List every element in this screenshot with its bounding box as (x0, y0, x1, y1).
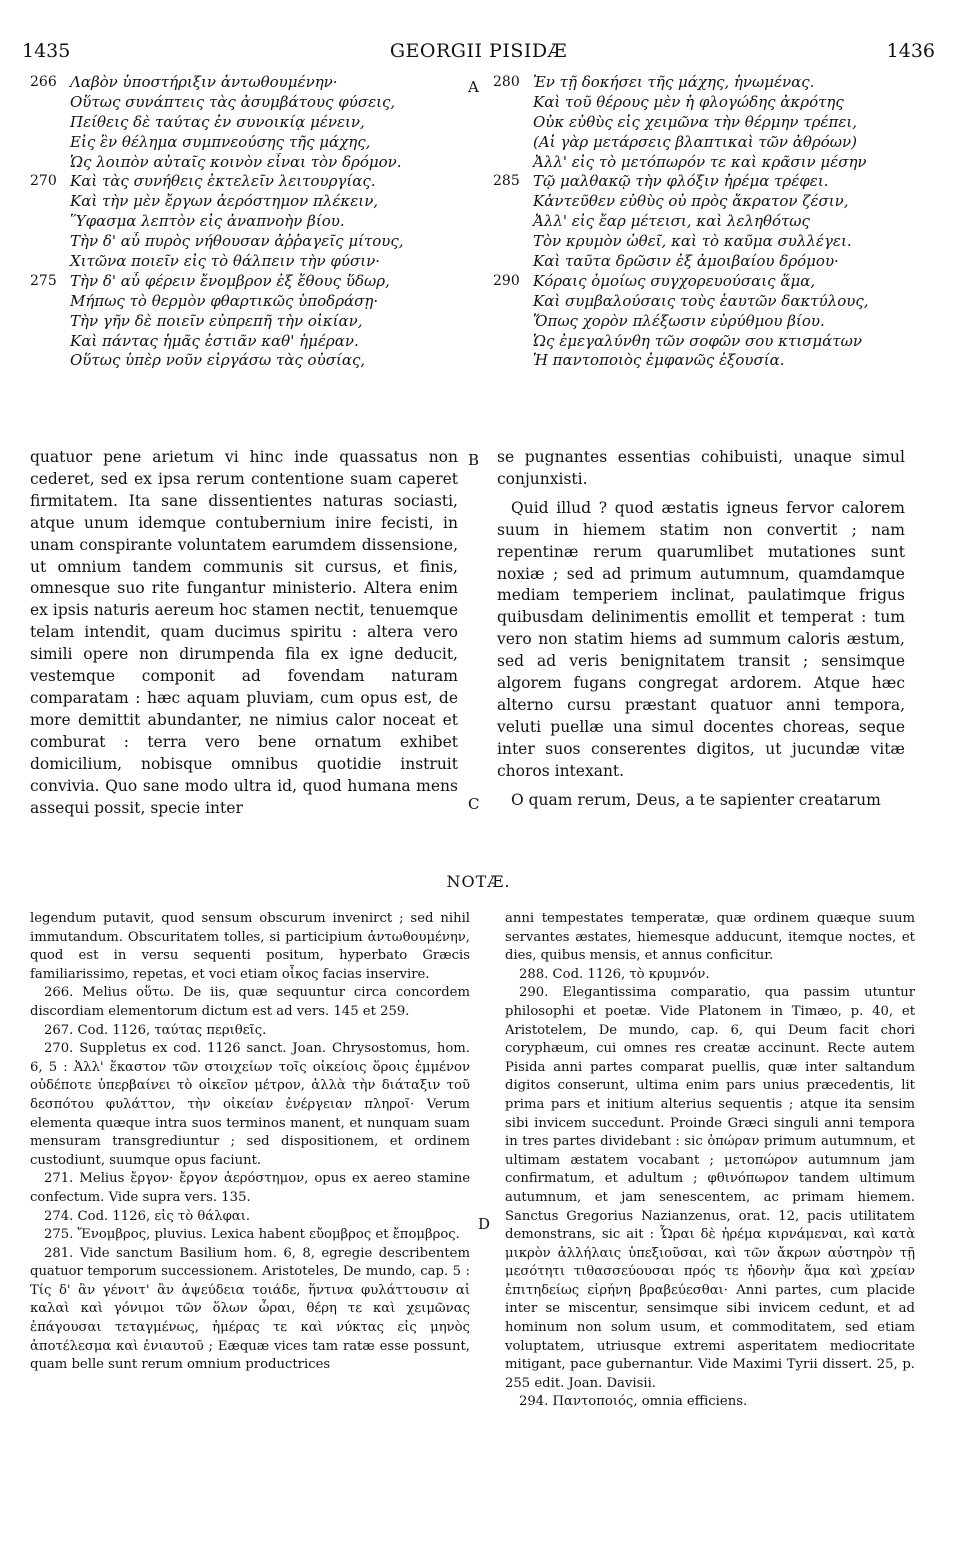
right-column-number: 1436 (886, 40, 935, 62)
verse-text: Ὅπως χορὸν πλέξωσιν εὐρύθμου βίου. (533, 311, 825, 330)
verse-line (493, 73, 933, 93)
verse-text: Τὸν κρυμὸν ὠθεῖ, καὶ τὸ καῦμα συλλέγει. (533, 232, 852, 251)
verse-text: Οὕτως ὑπὲρ νοῦν εἰργάσω τὰς οὐσίας, (70, 351, 366, 370)
note-paragraph: 266. Melius οὕτω. De iis, quæ sequuntur circa concordem discordiam elementorum dictum est ad vers. 145 et 259. (30, 985, 470, 1019)
verse-line (30, 332, 450, 352)
verse-text: Ὕφασμα λεπτὸν εἰς ἀναπνοὴν βίου. (70, 212, 345, 231)
verse-text: Μήπως τὸ θερμὸν φθαρτικῶς ὑποδράσῃ· (70, 291, 379, 310)
verse-line (30, 192, 450, 212)
latin-translation-right (497, 447, 905, 812)
verse-text: Κόραις ὁμοίως συγχορευούσαις ἅμα, (533, 271, 816, 290)
section-marker-c: C (468, 795, 480, 813)
note-paragraph: 281. Vide sanctum Basilium hom. 6, 8, egregie describentem quatuor temporum successionem. Aristoteles, De mundo, cap. 5 : Τίς δ' ἂν γένοιτ' ἂν ἀψεύδεια τοιάδε, ἥντινα φυλάττουσιν αἱ καλαὶ καὶ γόνιμοι τῶν ὅλων ὧραι, θέρη τε καὶ χειμῶνας ἐπάγουσαι τεταγμένως, ἡμέρας τε καὶ νύκτας εἰς μηνὸς ἀποτέλεσμα καὶ ἐνιαυτοῦ ; Eæquæ vices tam ratæ esse possunt, quam belle sunt rerum omnium productrices (30, 1245, 470, 1373)
verse-text: Τῷ μαλθακῷ τὴν φλόξιν ἠρέμα τρέφει. (533, 172, 829, 191)
verse-text: (Αἱ γὰρ μετάρσεις βλαπτικαὶ τῶν ἀθρόων) (533, 132, 857, 151)
verse-line (493, 153, 933, 173)
section-marker-d: D (478, 1215, 491, 1233)
latin-translation-left (30, 447, 458, 819)
verse-line (30, 212, 450, 232)
verse-line (493, 312, 933, 332)
note-paragraph: 288. Cod. 1126, τὸ κρυμνόν. (519, 966, 710, 982)
verse-line (30, 133, 450, 153)
verse-number: 270 (30, 173, 57, 190)
verse-number: 280 (493, 74, 520, 90)
note-paragraph: 267. Cod. 1126, ταύτας περιθεῖς. (44, 1022, 267, 1038)
verse-text: Οὐκ εὐθὺς εἰς χειμῶνα τὴν θέρμην τρέπει, (533, 112, 858, 131)
latin-paragraph: Quid illud ? quod æstatis igneus fervor calorem suum in hiemem statim non convertit ; nam repentinæ rerum quarumlibet mutationes sunt noxiæ ; sed ad primum autumnum, quamdamque mediam temperiem inclinat, paulatimque frigus quibusdam delinimentis emollit et temperat : tum vero non statim hiems ad summum caloris æstum, sed ad veris benignitatem transit ; sensimque algorem fugans congregat ardorem. Atque hæc alterno cursu præstant quatuor anni tempora, veluti puellæ una simul docentes choreas, seque inter suos conserentes digitos, ut jucundæ vitæ choros intexant. (497, 498, 905, 780)
verse-line (30, 73, 450, 93)
section-marker-b: B (468, 451, 480, 469)
note-paragraph: anni tempestates temperatæ, quæ ordinem quæque suum servantes æstates, hiemesque adducunt, itemque noctes, et dies, quibus mensis, et annus conficitur. (505, 911, 915, 964)
verse-line (30, 232, 450, 252)
verse-text: Ἀλλ' εἰς τὸ μετόπωρόν τε καὶ κρᾶσιν μέσην (533, 152, 867, 171)
latin-paragraph: se pugnantes essentias cohibuisti, unaque simul conjunxisti. (497, 448, 905, 488)
verse-text: Εἰς ἓν θέλημα συμπνεούσης τῆς μάχης, (70, 132, 371, 151)
verse-line (30, 351, 450, 371)
verse-text: Καὶ τὴν μὲν ἔργων ἀερόστημον πλέκειν, (70, 192, 379, 211)
verse-line (30, 113, 450, 133)
verse-text: Ἡ παντοποιὸς ἐμφανῶς ἐξουσία. (533, 351, 785, 370)
verse-number: 266 (30, 74, 57, 90)
verse-text: Ὡς ἐμεγαλύνθη τῶν σοφῶν σου κτισμάτων (533, 331, 862, 350)
verse-line (30, 292, 450, 312)
latin-paragraph: quatuor pene arietum vi hinc inde quassatus non cederet, sed ex ipsa rerum contentione suam caperet firmitatem. Ita sane dissentientes naturas sociasti, atque unum idemque contubernium inire fecisti, in unam conspirante voluntatem earumdem dissensione, ut omnium tandem communis sit cursus, et finis, omnesque suo rite fungantur ministerio. Altera enim ex ipsis naturis aereum hoc stamen nectit, tenuemque telam intendit, quam ducimus spiritu : altera vero simili opere non dirumpenda fila ex igne deducit, vestemque componit ad fovendam naturam comparatam : hæc aquam pluviam, cum opus est, de more demittit abundanter, ne nimius calor noceat et comburat : terra vero bene ornatum exhibet domicilium, nobisque omnibus quotidie instruit convivia. Quo sane modo ultra id, quod humana mens assequi possit, specie inter (30, 448, 458, 817)
verse-text: Καὶ τοῦ θέρους μὲν ἡ φλογώδης ἀκρότης (533, 92, 844, 111)
verse-text: Καὶ τὰς συνήθεις ἐκτελεῖν λειτουργίας. (70, 172, 376, 191)
note-paragraph: 274. Cod. 1126, εἰς τὸ θάλφαι. (44, 1208, 251, 1224)
verse-text: Ἀλλ' εἰς ἔαρ μέτεισι, καὶ λεληθότως (533, 212, 810, 231)
verse-line (493, 113, 933, 133)
verse-text: Τὴν γῆν δὲ ποιεῖν εὐπρεπῆ τὴν οἰκίαν, (70, 311, 363, 330)
verse-text: Πείθεις δὲ ταύτας ἐν συνοικίᾳ μένειν, (70, 112, 365, 131)
verse-line (493, 232, 933, 252)
verse-text: Λαβὸν ὑποστήριξιν ἀντωθουμένην· (70, 73, 338, 91)
greek-verses-right (493, 73, 933, 371)
verse-line (30, 153, 450, 173)
verse-number: 285 (493, 173, 520, 190)
notes-column-right (505, 910, 915, 1412)
note-paragraph: 275. Ἔνομβρος, pluvius. Lexica habent εὔομβρος et ἔπομβρος. (44, 1227, 460, 1243)
note-paragraph: 290. Elegantissima comparatio, qua passim utuntur philosophi et poetæ. Vide Platonem in Timæo, p. 40, et Aristotelem, De mundo, cap. 6, qui Deum facit chori coryphæum, cui omnes res creatæ accinunt. Recte autem Pisida anni partes comparat puellis, quæ inter saltandum digitos conserunt, ultima enim pars unius præcedentis, lit prima pars et initium alterius sequentis ; atque ita sensim sibi invicem succedunt. Proinde Græci singuli anni tempora in tres partes dividebant : sic ὀπώραν primum autumnum, et ultimam æstatem vocabant ; μετοπώρον autumnum jam confirmatum, et adultum ; φθινόπωρον tandem ultimum autumnum, et jam senescentem, ac primam hiemem. Sanctus Gregorius Nazianzenus, orat. 12, pacis utilitatem demonstrans, sic ait : Ὧραι δὲ ἠρέμα κιρνάμεναι, καὶ κατὰ μικρὸν ἀλλήλαις ὑπεξιοῦσαι, καὶ τῶν ἄκρων αὐστηρὸν τῇ μεσότητι τιθασσεύουσαι πρός τε ἡδονὴν ἅμα καὶ χρείαν ἐπιτηδείως εἰρήνη βραβεύεσθαι· Anni partes, cum placide inter se miscentur, sensimque sibi invicem cedunt, et ad hominum non solum usum, et commoditatem, sed etiam voluptatem, utriusque extremi asperitatem mediocritate mitigant, pace gubernantur. Vide Maximi Tyrii dissert. 25, p. 255 edit. Joan. Davisii. (505, 985, 915, 1391)
verse-number: 275 (30, 272, 57, 289)
verse-line (30, 312, 450, 332)
page-header (22, 40, 935, 64)
notes-column-left (30, 910, 470, 1375)
greek-verses-left (30, 73, 450, 371)
verse-text: Τὴν δ' αὖ πυρὸς νήθουσαν ἀῤῥαγεῖς μίτους, (70, 232, 404, 251)
latin-paragraph: O quam rerum, Deus, a te sapienter creatarum (511, 790, 881, 809)
note-paragraph: 294. Παντοποιός, omnia efficiens. (519, 1394, 748, 1410)
verse-line (493, 292, 933, 312)
note-paragraph: 270. Suppletus ex cod. 1126 sanct. Joan. Chrysostomus, hom. 6, 5 : Ἀλλ' ἕκαστον τῶν στοιχείων τοῖς οἰκείοις ὅροις ἐμμένον οὐδέποτε ὑπερβαίνει τὸ οἰκεῖον μέτρον, ἀλλὰ τὴν διάταξιν τοῦ δεσπότου φυλάττον, τὴν οἰκείαν ἐνέργειαν πληροῖ· Verum elementa quæque intra suos terminos manent, et nunquam suam mensuram transgrediuntur ; sed dispositionem, et ordinem custodiunt, suumque opus faciunt. (30, 1041, 470, 1168)
verse-line (30, 172, 450, 192)
verse-line (30, 252, 450, 272)
verse-text: Καὶ συμβαλούσαις τοὺς ἑαυτῶν δακτύλους, (533, 291, 869, 310)
note-paragraph: legendum putavit, quod sensum obscurum invenirct ; sed nihil immutandum. Obscuritatem tolles, si participium ἀντωθουμένην, quod est in versu sequenti positum, hyperbato Græcis familiarissimo, repetas, et voci etiam οἶκος facias inservire. (30, 911, 470, 982)
verse-line (30, 93, 450, 113)
verse-line (493, 351, 933, 371)
verse-line (493, 192, 933, 212)
verse-text: Καὶ πάντας ἡμᾶς ἑστιᾶν καθ' ἡμέραν. (70, 331, 359, 350)
verse-line (493, 272, 933, 292)
verse-text: Οὕτως συνάπτεις τὰς ἀσυμβάτους φύσεις, (70, 92, 396, 111)
verse-line (493, 332, 933, 352)
verse-text: Κἀντεῦθεν εὐθὺς οὐ πρὸς ἄκρατον ζέσιν, (533, 192, 849, 211)
verse-line (493, 133, 933, 153)
verse-text: Χιτῶνα ποιεῖν εἰς τὸ θάλπειν τὴν φύσιν· (70, 252, 381, 271)
running-title: GEORGII PISIDÆ (389, 40, 568, 62)
verse-number: 290 (493, 272, 520, 289)
verse-line (493, 252, 933, 272)
section-marker-a: A (468, 78, 479, 96)
notes-heading: NOTÆ. (446, 872, 511, 891)
verse-text: Καὶ ταῦτα δρῶσιν ἐξ ἀμοιβαίου δρόμου· (533, 252, 839, 271)
verse-text: Ἐν τῇ δοκήσει τῆς μάχης, ἡνωμένας. (533, 73, 815, 91)
verse-line (493, 172, 933, 192)
verse-text: Ὡς λοιπὸν αὐταῖς κοινὸν εἶναι τὸν δρόμον. (70, 152, 402, 171)
verse-line (30, 272, 450, 292)
verse-line (493, 93, 933, 113)
note-paragraph: 271. Melius ἔργον· ἔργον ἀερόστημον, opus ex aereo stamine confectum. Vide supra vers. 135. (30, 1171, 470, 1205)
verse-line (493, 212, 933, 232)
verse-text: Τὴν δ' αὖ φέρειν ἔνομβρον ἐξ ἔθους ὕδωρ, (70, 271, 390, 290)
left-column-number: 1435 (22, 40, 71, 62)
